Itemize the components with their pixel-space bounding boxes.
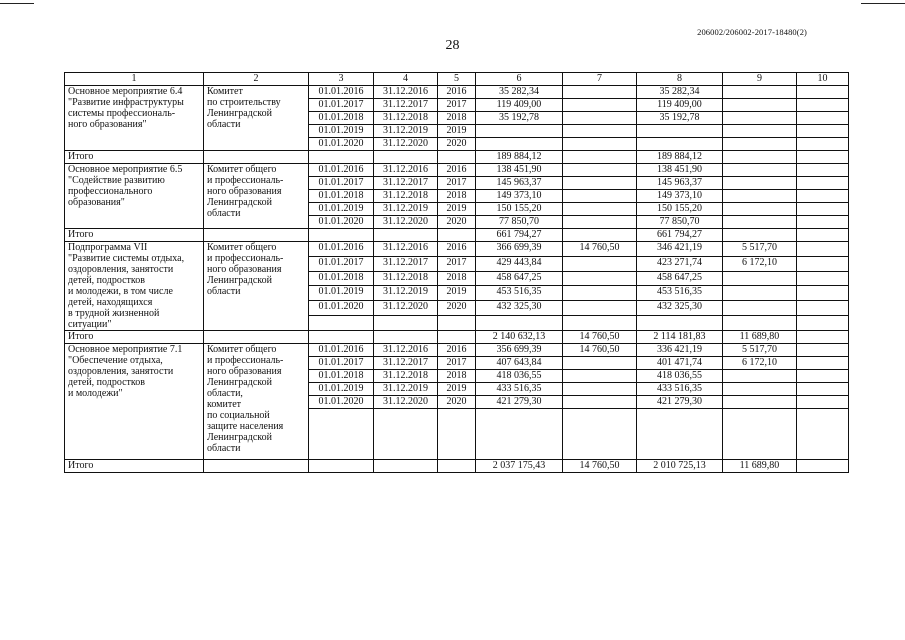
start-date: 01.01.2017 xyxy=(309,256,374,271)
year: 2018 xyxy=(438,112,476,125)
year: 2020 xyxy=(438,138,476,151)
end-date: 31.12.2017 xyxy=(374,357,438,370)
amount-col8: 401 471,74 xyxy=(637,357,723,370)
measure-name: Основное мероприятие 6.5 "Содействие развитию профессионального образования" xyxy=(65,164,204,229)
total-amount: 35 192,78 xyxy=(476,112,563,125)
amount-col9: 11 689,80 xyxy=(723,331,797,344)
amount-col8: 77 850,70 xyxy=(637,216,723,229)
total-amount xyxy=(476,125,563,138)
amount-col8: 453 516,35 xyxy=(637,286,723,301)
amount-col8: 145 963,37 xyxy=(637,177,723,190)
table-row xyxy=(65,344,849,357)
amount-col7 xyxy=(563,203,637,216)
amount-col9 xyxy=(723,125,797,138)
total-label: Итого xyxy=(65,460,204,473)
amount-col8: 423 271,74 xyxy=(637,256,723,271)
amount-col7 xyxy=(563,164,637,177)
empty-cell xyxy=(723,316,797,331)
start-date: 01.01.2019 xyxy=(309,125,374,138)
budget-table xyxy=(64,72,849,473)
amount-col8: 421 279,30 xyxy=(637,396,723,409)
year: 2018 xyxy=(438,271,476,286)
header-row xyxy=(65,73,849,86)
year: 2019 xyxy=(438,203,476,216)
header-cell: 7 xyxy=(563,73,637,86)
amount-col10 xyxy=(797,112,849,125)
empty-cell xyxy=(797,316,849,331)
empty-cell xyxy=(204,229,309,242)
amount-col10 xyxy=(797,229,849,242)
empty-cell xyxy=(204,331,309,344)
top-right-rule xyxy=(861,3,905,4)
amount-col10 xyxy=(797,460,849,473)
start-date: 01.01.2016 xyxy=(309,242,374,257)
total-amount xyxy=(476,138,563,151)
year: 2016 xyxy=(438,86,476,99)
amount-col7 xyxy=(563,229,637,242)
year: 2020 xyxy=(438,216,476,229)
empty-cell xyxy=(476,316,563,331)
empty-cell xyxy=(374,331,438,344)
amount-col9 xyxy=(723,86,797,99)
end-date: 31.12.2018 xyxy=(374,190,438,203)
amount-col7 xyxy=(563,125,637,138)
total-amount: 150 155,20 xyxy=(476,203,563,216)
amount-col9 xyxy=(723,112,797,125)
end-date: 31.12.2016 xyxy=(374,164,438,177)
total-amount: 77 850,70 xyxy=(476,216,563,229)
amount-col9: 11 689,80 xyxy=(723,460,797,473)
amount-col9 xyxy=(723,203,797,216)
amount-col10 xyxy=(797,286,849,301)
total-amount: 421 279,30 xyxy=(476,396,563,409)
total-label: Итого xyxy=(65,229,204,242)
total-row xyxy=(65,331,849,344)
start-date: 01.01.2017 xyxy=(309,99,374,112)
end-date: 31.12.2017 xyxy=(374,177,438,190)
header-cell: 5 xyxy=(438,73,476,86)
empty-cell xyxy=(309,316,374,331)
amount-col8 xyxy=(637,138,723,151)
year: 2018 xyxy=(438,190,476,203)
amount-col9 xyxy=(723,396,797,409)
amount-col7 xyxy=(563,86,637,99)
year: 2017 xyxy=(438,256,476,271)
amount-col9: 6 172,10 xyxy=(723,256,797,271)
header-cell: 1 xyxy=(65,73,204,86)
empty-cell xyxy=(563,316,637,331)
amount-col7 xyxy=(563,216,637,229)
total-label: Итого xyxy=(65,151,204,164)
start-date: 01.01.2020 xyxy=(309,396,374,409)
amount-col10 xyxy=(797,256,849,271)
empty-cell xyxy=(637,409,723,460)
page-number: 28 xyxy=(445,38,460,53)
amount-col10 xyxy=(797,177,849,190)
start-date: 01.01.2020 xyxy=(309,138,374,151)
amount-col7: 14 760,50 xyxy=(563,331,637,344)
amount-col9 xyxy=(723,370,797,383)
end-date: 31.12.2019 xyxy=(374,125,438,138)
total-amount: 2 037 175,43 xyxy=(476,460,563,473)
amount-col7 xyxy=(563,357,637,370)
amount-col7 xyxy=(563,138,637,151)
empty-cell xyxy=(438,460,476,473)
amount-col8: 150 155,20 xyxy=(637,203,723,216)
start-date: 01.01.2018 xyxy=(309,112,374,125)
year: 2017 xyxy=(438,177,476,190)
start-date: 01.01.2016 xyxy=(309,344,374,357)
amount-col10 xyxy=(797,396,849,409)
measure-name: Основное мероприятие 6.4 "Развитие инфраструктуры системы профессиональ- ного образования" xyxy=(65,86,204,151)
total-amount: 418 036,55 xyxy=(476,370,563,383)
year: 2020 xyxy=(438,396,476,409)
total-amount: 119 409,00 xyxy=(476,99,563,112)
amount-col9: 6 172,10 xyxy=(723,357,797,370)
empty-cell xyxy=(563,409,637,460)
amount-col10 xyxy=(797,203,849,216)
amount-col9 xyxy=(723,229,797,242)
amount-col7 xyxy=(563,99,637,112)
executor: Комитет общего и профессиональ- ного образования Ленинградской области xyxy=(204,164,309,229)
empty-cell xyxy=(374,409,438,460)
amount-col9 xyxy=(723,383,797,396)
amount-col9 xyxy=(723,190,797,203)
empty-cell xyxy=(374,460,438,473)
amount-col9: 5 517,70 xyxy=(723,344,797,357)
amount-col10 xyxy=(797,271,849,286)
amount-col8: 35 192,78 xyxy=(637,112,723,125)
header-cell: 2 xyxy=(204,73,309,86)
amount-col7 xyxy=(563,151,637,164)
start-date: 01.01.2016 xyxy=(309,164,374,177)
end-date: 31.12.2018 xyxy=(374,112,438,125)
total-row xyxy=(65,460,849,473)
empty-cell xyxy=(309,331,374,344)
total-amount: 458 647,25 xyxy=(476,271,563,286)
amount-col7 xyxy=(563,301,637,316)
measure-name: Подпрограмма VII "Развитие системы отдыха, оздоровления, занятости детей, подростков и молодежи, в том числе детей, находящихся в трудной жизненной ситуации" xyxy=(65,242,204,331)
year: 2016 xyxy=(438,242,476,257)
amount-col7 xyxy=(563,271,637,286)
total-label: Итого xyxy=(65,331,204,344)
amount-col9 xyxy=(723,301,797,316)
amount-col8: 2 010 725,13 xyxy=(637,460,723,473)
executor: Комитет по строительству Ленинградской области xyxy=(204,86,309,151)
amount-col7 xyxy=(563,177,637,190)
amount-col10 xyxy=(797,151,849,164)
empty-cell xyxy=(476,409,563,460)
amount-col8: 418 036,55 xyxy=(637,370,723,383)
amount-col9 xyxy=(723,216,797,229)
empty-cell xyxy=(438,316,476,331)
amount-col9: 5 517,70 xyxy=(723,242,797,257)
amount-col7 xyxy=(563,190,637,203)
amount-col10 xyxy=(797,216,849,229)
year: 2020 xyxy=(438,301,476,316)
start-date: 01.01.2020 xyxy=(309,216,374,229)
empty-cell xyxy=(374,151,438,164)
total-amount: 407 643,84 xyxy=(476,357,563,370)
end-date: 31.12.2020 xyxy=(374,396,438,409)
empty-cell xyxy=(438,331,476,344)
empty-cell xyxy=(723,409,797,460)
amount-col10 xyxy=(797,138,849,151)
amount-col8: 35 282,34 xyxy=(637,86,723,99)
start-date: 01.01.2018 xyxy=(309,190,374,203)
total-row xyxy=(65,151,849,164)
amount-col10 xyxy=(797,190,849,203)
amount-col9 xyxy=(723,99,797,112)
empty-cell xyxy=(374,229,438,242)
empty-cell xyxy=(309,409,374,460)
amount-col9 xyxy=(723,177,797,190)
amount-col8: 432 325,30 xyxy=(637,301,723,316)
measure-name: Основное мероприятие 7.1 "Обеспечение отдыха, оздоровления, занятости детей, подростков и молодежи" xyxy=(65,344,204,460)
amount-col9 xyxy=(723,138,797,151)
amount-col8 xyxy=(637,125,723,138)
start-date: 01.01.2020 xyxy=(309,301,374,316)
empty-cell xyxy=(309,151,374,164)
amount-col8: 433 516,35 xyxy=(637,383,723,396)
header-cell: 9 xyxy=(723,73,797,86)
end-date: 31.12.2019 xyxy=(374,286,438,301)
amount-col10 xyxy=(797,99,849,112)
end-date: 31.12.2017 xyxy=(374,256,438,271)
end-date: 31.12.2020 xyxy=(374,216,438,229)
empty-cell xyxy=(438,229,476,242)
start-date: 01.01.2019 xyxy=(309,203,374,216)
amount-col10 xyxy=(797,301,849,316)
amount-col7 xyxy=(563,396,637,409)
year: 2017 xyxy=(438,99,476,112)
amount-col10 xyxy=(797,86,849,99)
end-date: 31.12.2020 xyxy=(374,138,438,151)
amount-col8: 661 794,27 xyxy=(637,229,723,242)
table-row xyxy=(65,86,849,99)
year: 2016 xyxy=(438,344,476,357)
empty-cell xyxy=(797,409,849,460)
amount-col7 xyxy=(563,383,637,396)
amount-col10 xyxy=(797,242,849,257)
empty-cell xyxy=(309,460,374,473)
amount-col7: 14 760,50 xyxy=(563,344,637,357)
header-cell: 4 xyxy=(374,73,438,86)
amount-col8: 336 421,19 xyxy=(637,344,723,357)
end-date: 31.12.2018 xyxy=(374,370,438,383)
total-amount: 35 282,34 xyxy=(476,86,563,99)
total-amount: 2 140 632,13 xyxy=(476,331,563,344)
start-date: 01.01.2018 xyxy=(309,370,374,383)
empty-cell xyxy=(374,316,438,331)
amount-col10 xyxy=(797,383,849,396)
amount-col10 xyxy=(797,331,849,344)
total-amount: 433 516,35 xyxy=(476,383,563,396)
year: 2019 xyxy=(438,383,476,396)
end-date: 31.12.2019 xyxy=(374,203,438,216)
start-date: 01.01.2016 xyxy=(309,86,374,99)
year: 2016 xyxy=(438,164,476,177)
end-date: 31.12.2019 xyxy=(374,383,438,396)
total-amount: 661 794,27 xyxy=(476,229,563,242)
header-cell: 6 xyxy=(476,73,563,86)
amount-col9 xyxy=(723,286,797,301)
amount-col8: 119 409,00 xyxy=(637,99,723,112)
top-left-rule xyxy=(0,3,34,4)
document-code: 206002/206002-2017-18480(2) xyxy=(697,27,807,37)
empty-cell xyxy=(204,460,309,473)
amount-col10 xyxy=(797,357,849,370)
start-date: 01.01.2017 xyxy=(309,357,374,370)
amount-col9 xyxy=(723,271,797,286)
empty-cell xyxy=(637,316,723,331)
total-amount: 145 963,37 xyxy=(476,177,563,190)
amount-col7 xyxy=(563,256,637,271)
amount-col10 xyxy=(797,125,849,138)
total-amount: 366 699,39 xyxy=(476,242,563,257)
amount-col10 xyxy=(797,370,849,383)
empty-cell xyxy=(309,229,374,242)
total-amount: 149 373,10 xyxy=(476,190,563,203)
year: 2019 xyxy=(438,286,476,301)
total-amount: 453 516,35 xyxy=(476,286,563,301)
start-date: 01.01.2019 xyxy=(309,286,374,301)
amount-col8: 189 884,12 xyxy=(637,151,723,164)
empty-cell xyxy=(438,151,476,164)
amount-col7 xyxy=(563,112,637,125)
amount-col8: 458 647,25 xyxy=(637,271,723,286)
end-date: 31.12.2018 xyxy=(374,271,438,286)
header-cell: 3 xyxy=(309,73,374,86)
end-date: 31.12.2016 xyxy=(374,86,438,99)
end-date: 31.12.2017 xyxy=(374,99,438,112)
amount-col8: 2 114 181,83 xyxy=(637,331,723,344)
amount-col10 xyxy=(797,164,849,177)
amount-col7 xyxy=(563,370,637,383)
end-date: 31.12.2020 xyxy=(374,301,438,316)
header-cell: 8 xyxy=(637,73,723,86)
total-amount: 138 451,90 xyxy=(476,164,563,177)
total-row xyxy=(65,229,849,242)
total-amount: 429 443,84 xyxy=(476,256,563,271)
end-date: 31.12.2016 xyxy=(374,344,438,357)
table-row xyxy=(65,242,849,257)
amount-col10 xyxy=(797,344,849,357)
total-amount: 432 325,30 xyxy=(476,301,563,316)
executor: Комитет общего и профессиональ- ного образования Ленинградской области, комитет по социальной защите населения Ленинградской области xyxy=(204,344,309,460)
start-date: 01.01.2017 xyxy=(309,177,374,190)
amount-col7: 14 760,50 xyxy=(563,242,637,257)
start-date: 01.01.2019 xyxy=(309,383,374,396)
end-date: 31.12.2016 xyxy=(374,242,438,257)
amount-col8: 149 373,10 xyxy=(637,190,723,203)
amount-col7: 14 760,50 xyxy=(563,460,637,473)
start-date: 01.01.2018 xyxy=(309,271,374,286)
year: 2018 xyxy=(438,370,476,383)
total-amount: 189 884,12 xyxy=(476,151,563,164)
empty-cell xyxy=(438,409,476,460)
amount-col8: 138 451,90 xyxy=(637,164,723,177)
amount-col8: 346 421,19 xyxy=(637,242,723,257)
amount-col7 xyxy=(563,286,637,301)
executor: Комитет общего и профессиональ- ного образования Ленинградской области xyxy=(204,242,309,331)
header-cell: 10 xyxy=(797,73,849,86)
amount-col9 xyxy=(723,164,797,177)
year: 2017 xyxy=(438,357,476,370)
total-amount: 356 699,39 xyxy=(476,344,563,357)
amount-col9 xyxy=(723,151,797,164)
year: 2019 xyxy=(438,125,476,138)
table-row xyxy=(65,164,849,177)
empty-cell xyxy=(204,151,309,164)
